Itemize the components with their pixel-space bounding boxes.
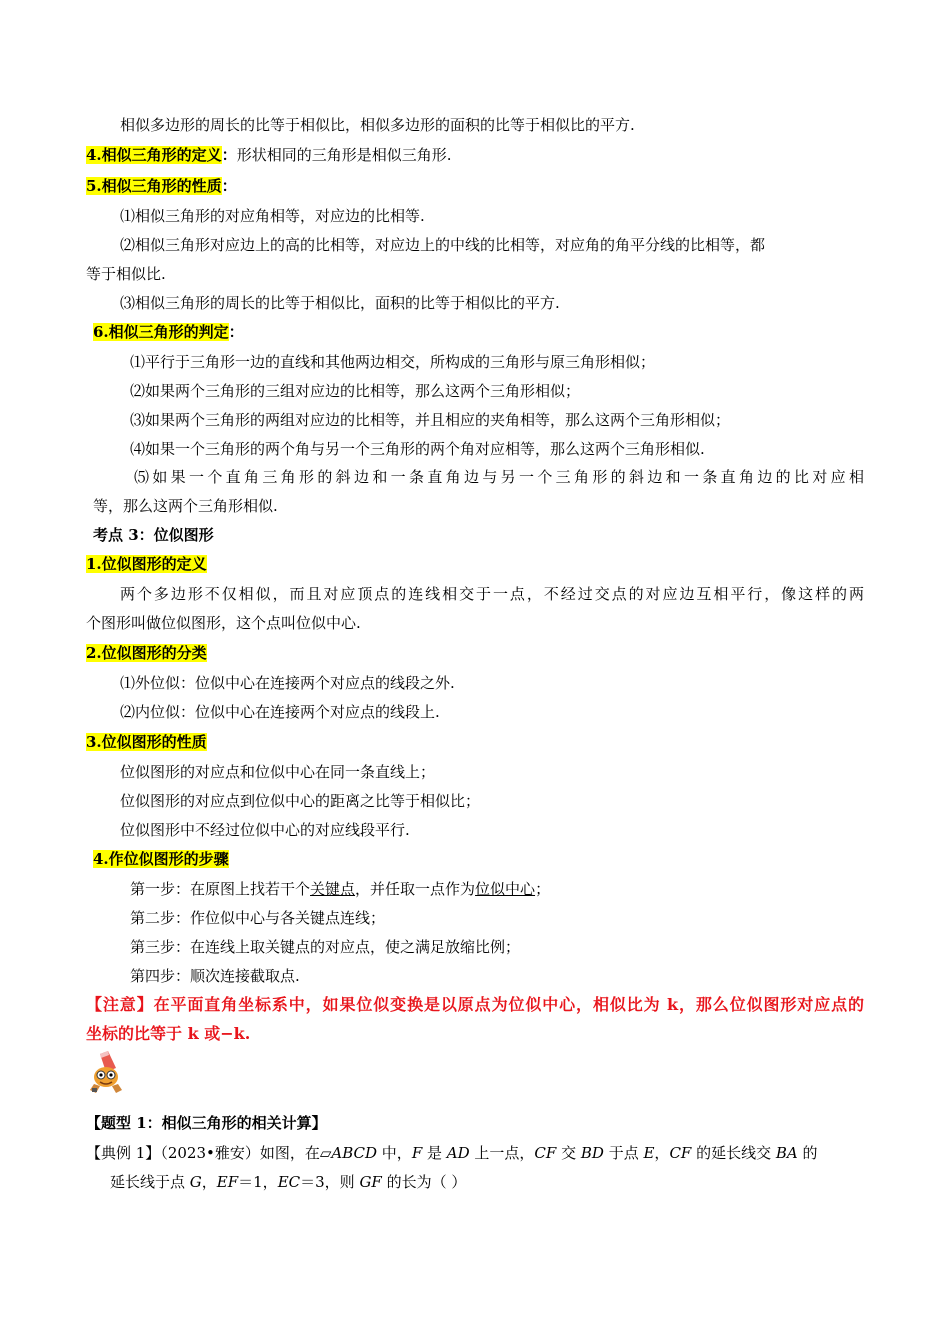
math-var: BA	[775, 1144, 798, 1162]
example-text: 延长线于点	[110, 1173, 190, 1191]
example-text: ＝3，则	[300, 1173, 360, 1191]
step-text: 第一步：在原图上找若干个	[130, 880, 311, 898]
math-var: CF	[669, 1144, 692, 1162]
section-heading-4	[86, 145, 451, 165]
note-line: 【注意】在平面直角坐标系中，如果位似变换是以原点为位似中心，相似比为 k，那么位似图形对应点的	[86, 995, 864, 1014]
math-var: E	[643, 1144, 655, 1162]
list-item-cont: 等于相似比.	[86, 265, 166, 283]
list-item: ⑴相似三角形的对应角相等，对应边的比相等.	[120, 207, 425, 225]
list-item: ⑵内位似：位似中心在连接两个对应点的线段上.	[120, 703, 440, 721]
heading-text: 6.相似三角形的判定	[93, 323, 229, 341]
heading-text: 2.位似图形的分类	[86, 644, 207, 662]
underlined-term: 关键点	[310, 880, 356, 898]
section-heading-w2	[86, 643, 207, 663]
example-text: 如图，在▱	[259, 1144, 332, 1162]
text-line: 位似图形的对应点到位似中心的距离之比等于相似比；	[120, 792, 481, 810]
section-heading-w4	[93, 849, 229, 869]
heading-colon: ：	[228, 323, 244, 341]
pencil-mascot-icon	[86, 1050, 126, 1094]
list-item: ⑴外位似：位似中心在连接两个对应点的线段之外.	[120, 674, 455, 692]
example-text: 的长为（ ）	[381, 1173, 467, 1191]
math-var: F	[411, 1144, 423, 1162]
example-line-1	[86, 1143, 818, 1163]
heading-text: 3.位似图形的性质	[86, 733, 207, 751]
step-text: ；	[535, 880, 551, 898]
step-line: 第三步：在连线上取关键点的对应点，使之满足放缩比例；	[130, 938, 521, 956]
example-text: 是	[422, 1144, 447, 1162]
example-label: 【典例 1】	[86, 1144, 161, 1162]
step-line	[130, 879, 550, 899]
note-line: 坐标的比等于 k 或−k.	[86, 1024, 251, 1043]
list-item: ⑸如果一个直角三角形的斜边和一条直角边与另一个三角形的斜边和一条直角边的比对应相	[134, 468, 864, 486]
list-item: ⑶相似三角形的周长的比等于相似比，面积的比等于相似比的平方.	[120, 294, 560, 312]
example-text: 交	[556, 1144, 581, 1162]
example-text: 的延长线交	[691, 1144, 776, 1162]
list-item-cont: 等，那么这两个三角形相似.	[93, 497, 278, 515]
text-line: 位似图形的对应点和位似中心在同一条直线上；	[120, 763, 436, 781]
question-type-heading: 【题型 1：相似三角形的相关计算】	[86, 1114, 327, 1132]
example-text: 的	[797, 1144, 818, 1162]
text-line: 个图形叫做位似图形，这个点叫位似中心.	[86, 614, 361, 632]
math-var: EF	[216, 1173, 239, 1191]
section-heading-w3	[86, 732, 207, 752]
example-text: 上一点，	[469, 1144, 535, 1162]
text-line: 位似图形中不经过位似中心的对应线段平行.	[120, 821, 410, 839]
math-var: G	[189, 1173, 202, 1191]
example-line-2	[110, 1172, 466, 1192]
list-item: ⑵如果两个三角形的三组对应边的比相等，那么这两个三角形相似；	[130, 382, 581, 400]
example-source: （2023•雅安）	[160, 1144, 260, 1162]
heading-text: 1.位似图形的定义	[86, 555, 207, 573]
text-line: 两个多边形不仅相似，而且对应顶点的连线相交于一点，不经过交点的对应边互相平行，像这样的两	[120, 585, 864, 603]
section-heading-6	[93, 322, 244, 342]
step-line: 第四步：顺次连接截取点.	[130, 967, 300, 985]
math-var: AD	[446, 1144, 470, 1162]
text-line: 相似多边形的周长的比等于相似比，相似多边形的面积的比等于相似比的平方.	[120, 116, 635, 134]
heading-text: 4.相似三角形的定义	[86, 146, 222, 164]
example-text: 于点	[603, 1144, 644, 1162]
step-text: ，并任取一点作为	[355, 880, 476, 898]
step-line: 第二步：作位似中心与各关键点连线；	[130, 909, 386, 927]
heading-body: 形状相同的三角形是相似三角形.	[236, 146, 452, 164]
example-text: ，	[201, 1173, 217, 1191]
math-var: CF	[534, 1144, 557, 1162]
section-heading-w1	[86, 554, 207, 574]
list-item: ⑵相似三角形对应边上的高的比相等，对应边上的中线的比相等，对应角的角平分线的比相等，都	[120, 236, 766, 254]
section-heading-5	[86, 176, 237, 196]
example-text: ，	[654, 1144, 670, 1162]
list-item: ⑶如果两个三角形的两组对应边的比相等，并且相应的夹角相等，那么这两个三角形相似；	[130, 411, 731, 429]
underlined-term: 位似中心	[475, 880, 536, 898]
list-item: ⑷如果一个三角形的两个角与另一个三角形的两个角对应相等，那么这两个三角形相似.	[130, 440, 705, 458]
heading-colon: ：	[221, 146, 237, 164]
heading-text: 4.作位似图形的步骤	[93, 850, 229, 868]
math-var: GF	[359, 1173, 382, 1191]
example-text: ＝1，	[238, 1173, 278, 1191]
list-item: ⑴平行于三角形一边的直线和其他两边相交，所构成的三角形与原三角形相似；	[130, 353, 656, 371]
example-text: 中，	[377, 1144, 412, 1162]
topic-heading: 考点 3：位似图形	[93, 526, 214, 544]
math-var: BD	[580, 1144, 604, 1162]
math-var: ABCD	[331, 1144, 378, 1162]
math-var: EC	[277, 1173, 301, 1191]
heading-colon: ：	[221, 177, 237, 195]
heading-text: 5.相似三角形的性质	[86, 177, 222, 195]
